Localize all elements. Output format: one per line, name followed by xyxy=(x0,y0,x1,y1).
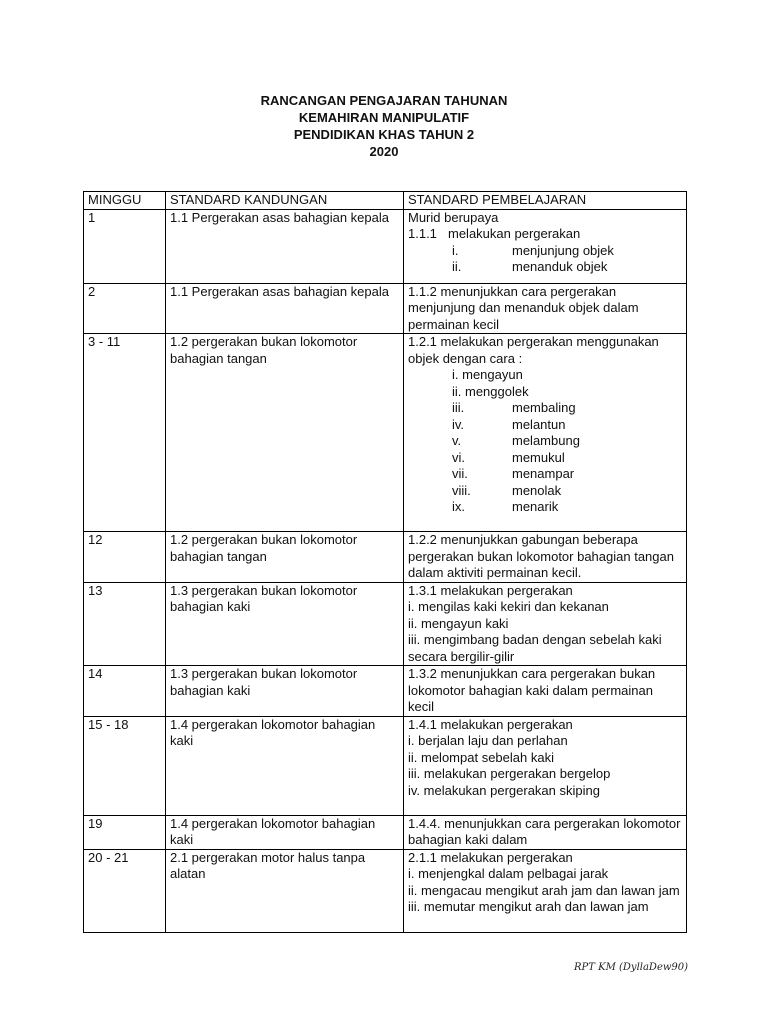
cell-minggu: 2 xyxy=(84,283,166,334)
table-row xyxy=(84,334,687,532)
sp-intro: Murid berupaya xyxy=(408,209,499,225)
table-row xyxy=(84,716,687,815)
sp-sub xyxy=(408,226,682,243)
cell-standard-pembelajaran xyxy=(404,849,687,932)
list-item: iii. melakukan pergerakan bergelop xyxy=(408,766,611,781)
cell-minggu: 19 xyxy=(84,815,166,849)
sp-intro: 1.3.1 melakukan pergerakan xyxy=(408,582,573,598)
cell-standard-kandungan: 1.4 pergerakan lokomotor bahagian kaki xyxy=(166,716,404,815)
header-standard-kandungan: STANDARD KANDUNGAN xyxy=(166,192,404,210)
list-item-number: i. xyxy=(452,242,459,258)
list-item-text: melantun xyxy=(512,416,566,432)
list-item-number: ii. xyxy=(452,259,462,274)
cell-minggu: 14 xyxy=(84,666,166,717)
table-row xyxy=(84,532,687,583)
list-item: iii. mengimbang badan dengan sebelah kaki secara bergilir-gilir xyxy=(408,632,662,664)
cell-standard-kandungan: 1.1 Pergerakan asas bahagian kepala xyxy=(166,283,404,334)
rpt-table xyxy=(83,191,687,933)
cell-standard-pembelajaran xyxy=(404,209,687,283)
list-item-text: menampar xyxy=(512,466,575,481)
list-item: ii. menggolek xyxy=(452,383,529,399)
list-item: ii. melompat sebelah kaki xyxy=(408,749,554,765)
list-item: i. menjengkal dalam pelbagai jarak xyxy=(408,866,609,881)
sp-intro: 1.4.1 melakukan pergerakan xyxy=(408,716,573,732)
list-item: ii. mengayun kaki xyxy=(408,615,509,631)
table-row xyxy=(84,209,687,283)
cell-standard-kandungan: 1.4 pergerakan lokomotor bahagian kaki xyxy=(166,815,404,849)
cell-standard-pembelajaran xyxy=(404,716,687,815)
title-line-2: KEMAHIRAN MANIPULATIF xyxy=(298,110,470,125)
list-item xyxy=(408,433,682,450)
list-item xyxy=(408,483,682,500)
list-item: i. berjalan laju dan perlahan xyxy=(408,733,568,748)
table-row xyxy=(84,283,687,334)
list-item-number: iv. xyxy=(452,416,465,432)
cell-standard-kandungan: 1.3 pergerakan bukan lokomotor bahagian kaki xyxy=(166,582,404,666)
table-header-row xyxy=(84,192,687,210)
list-item-text: menjunjung objek xyxy=(512,242,614,258)
list-item-text: membaling xyxy=(512,400,576,415)
list-item-text: memukul xyxy=(512,449,565,465)
cell-standard-kandungan: 2.1 pergerakan motor halus tanpa alatan xyxy=(166,849,404,932)
cell-standard-pembelajaran: 1.3.2 menunjukkan cara pergerakan bukan lokomotor bahagian kaki dalam permainan kecil xyxy=(404,666,687,717)
header-standard-pembelajaran: STANDARD PEMBELAJARAN xyxy=(404,192,687,210)
list-item: iv. melakukan pergerakan skiping xyxy=(408,782,600,798)
cell-standard-pembelajaran xyxy=(404,334,687,532)
cell-standard-kandungan: 1.2 pergerakan bukan lokomotor bahagian tangan xyxy=(166,532,404,583)
list-item xyxy=(408,466,682,483)
sp-intro: 1.2.1 melakukan pergerakan menggunakan objek dengan cara : xyxy=(408,334,659,366)
sp-sub-number: 1.1.1 xyxy=(408,226,437,241)
title-line-1: RANCANGAN PENGAJARAN TAHUNAN xyxy=(260,93,508,108)
list-item-number: v. xyxy=(452,433,462,448)
list-item xyxy=(408,417,682,434)
cell-minggu: 20 - 21 xyxy=(84,849,166,932)
cell-minggu: 1 xyxy=(84,209,166,283)
title-year: 2020 xyxy=(369,144,399,159)
list-item-number: ix. xyxy=(452,499,465,514)
list-item-number: iii. xyxy=(452,400,465,415)
table-row xyxy=(84,815,687,849)
list-item xyxy=(408,450,682,467)
list-item: i. mengayun xyxy=(452,367,523,382)
cell-standard-pembelajaran xyxy=(404,582,687,666)
cell-standard-pembelajaran: 1.2.2 menunjukkan gabungan beberapa pergerakan bukan lokomotor bahagian tangan dalam aktiviti permainan kecil. xyxy=(404,532,687,583)
document-header xyxy=(0,92,768,160)
header-minggu: MINGGU xyxy=(84,192,166,210)
table-row xyxy=(84,849,687,932)
list-item xyxy=(408,400,682,417)
signature: RPT KM (DyllaDew90) xyxy=(574,962,689,973)
sp-intro: 2.1.1 melakukan pergerakan xyxy=(408,849,573,865)
cell-standard-pembelajaran: 1.4.4. menunjukkan cara pergerakan lokomotor bahagian kaki dalam xyxy=(404,815,687,849)
list-item-text: melambung xyxy=(512,433,580,448)
list-item-number: viii. xyxy=(452,482,471,498)
sp-sub-text: melakukan pergerakan xyxy=(448,226,581,241)
table-row xyxy=(84,666,687,717)
cell-minggu: 3 - 11 xyxy=(84,334,166,532)
cell-minggu: 13 xyxy=(84,582,166,666)
list-item: i. mengilas kaki kekiri dan kekanan xyxy=(408,599,609,614)
list-item-text: menarik xyxy=(512,499,559,514)
cell-minggu: 15 - 18 xyxy=(84,716,166,815)
cell-minggu: 12 xyxy=(84,532,166,583)
list-item xyxy=(408,243,682,260)
list-item: ii. mengacau mengikut arah jam dan lawan jam xyxy=(408,882,680,898)
cell-standard-kandungan: 1.2 pergerakan bukan lokomotor bahagian tangan xyxy=(166,334,404,532)
list-item-text: menanduk objek xyxy=(512,259,608,274)
list-item xyxy=(408,259,682,276)
list-item xyxy=(408,499,682,516)
title-line-3: PENDIDIKAN KHAS TAHUN 2 xyxy=(293,127,475,142)
list-item-number: vii. xyxy=(452,466,468,481)
cell-standard-pembelajaran: 1.1.2 menunjukkan cara pergerakan menjunjung dan menanduk objek dalam permainan kecil xyxy=(404,283,687,334)
list-item: iii. memutar mengikut arah dan lawan jam xyxy=(408,899,649,914)
list-item-number: vi. xyxy=(452,449,465,465)
cell-standard-kandungan: 1.1 Pergerakan asas bahagian kepala xyxy=(166,209,404,283)
cell-standard-kandungan: 1.3 pergerakan bukan lokomotor bahagian kaki xyxy=(166,666,404,717)
table-row xyxy=(84,582,687,666)
list-item-text: menolak xyxy=(512,482,562,498)
